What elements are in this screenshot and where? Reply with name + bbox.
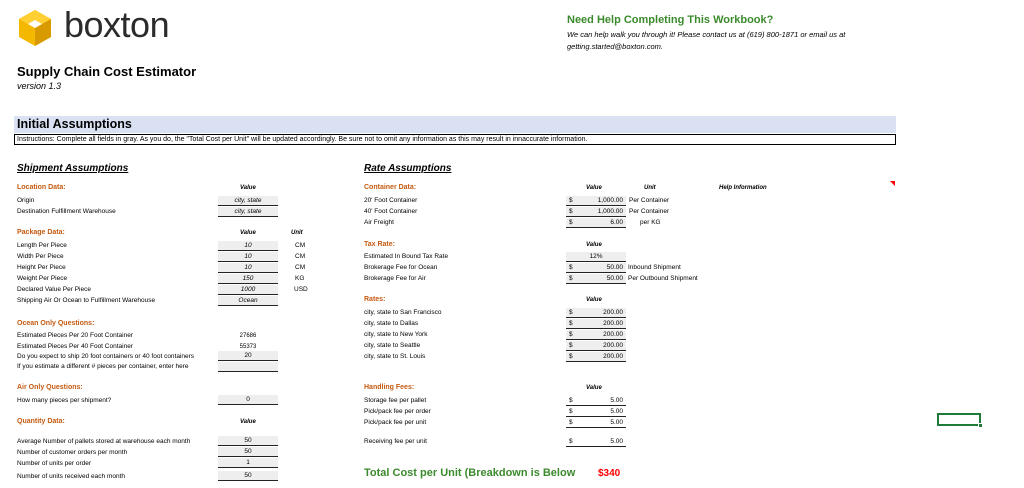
- units-received-input[interactable]: 50: [218, 471, 278, 481]
- height-unit: CM: [295, 264, 306, 271]
- rate-dallas-input[interactable]: $ 200.00: [566, 319, 626, 329]
- value-header: Value: [586, 242, 602, 248]
- length-label: Length Per Piece: [17, 242, 67, 249]
- weight-input[interactable]: 150: [218, 274, 278, 284]
- units-per-order-label: Number of units per order: [17, 460, 92, 467]
- comment-indicator-icon[interactable]: [890, 181, 895, 186]
- handling-fees-label: Handling Fees:: [364, 384, 415, 391]
- storage-fee-input[interactable]: $ 5.00: [566, 396, 626, 406]
- units-per-order-input[interactable]: 1: [218, 458, 278, 468]
- rate-ny-label: city, state to New York: [364, 331, 428, 338]
- rate-seattle-label: city, state to Seattle: [364, 342, 421, 349]
- brokerage-air-input[interactable]: $ 50.00: [566, 274, 626, 284]
- weight-unit: KG: [295, 275, 305, 282]
- help-title: Need Help Completing This Workbook?: [567, 14, 774, 26]
- pieces-40ft-label: Estimated Pieces Per 40 Foot Container: [17, 343, 133, 350]
- inbound-tax-label: Estimated In Bound Tax Rate: [364, 253, 449, 260]
- height-input[interactable]: 10: [218, 263, 278, 273]
- destination-warehouse-label: Destination Fulfillment Warehouse: [17, 208, 116, 215]
- 40ft-container-label: 40' Foot Container: [364, 208, 418, 215]
- value-header: Value: [586, 385, 602, 391]
- page-title: Supply Chain Cost Estimator: [17, 64, 197, 79]
- location-data-label: Location Data:: [17, 184, 66, 191]
- banner-title: Initial Assumptions: [17, 117, 132, 131]
- custom-pieces-input[interactable]: [218, 362, 278, 372]
- storage-fee-label: Storage fee per pallet: [364, 397, 427, 404]
- shipping-mode-label: Shipping Air Or Ocean to Fulfillment Warehouse: [17, 297, 156, 304]
- rate-dallas-label: city, state to Dallas: [364, 320, 419, 327]
- rate-sf-input[interactable]: $ 200.00: [566, 308, 626, 318]
- rate-stlouis-input[interactable]: $ 200.00: [566, 352, 626, 362]
- units-received-label: Number of units received each month: [17, 473, 126, 480]
- air-freight-label: Air Freight: [364, 219, 394, 226]
- package-data-label: Package Data:: [17, 229, 65, 236]
- pieces-40ft-value: 55373: [239, 344, 257, 350]
- air-pieces-input[interactable]: 0: [218, 395, 278, 405]
- rate-ny-input[interactable]: $ 200.00: [566, 330, 626, 340]
- air-pieces-label: How many pieces per shipment?: [17, 397, 112, 404]
- air-questions-label: Air Only Questions:: [17, 384, 83, 391]
- total-cost-value: $340: [598, 468, 621, 479]
- rates-label: Rates:: [364, 296, 386, 303]
- instructions-text: Instructions: Complete all fields in gray. As you do, the "Total Cost per Unit" will be updated accordingly. Be sure not to omit any information as this may result in innaccurate information.: [14, 134, 896, 145]
- brokerage-air-label: Brokerage Fee for Air: [364, 275, 426, 282]
- rate-sf-label: city, state to San Francisco: [364, 309, 442, 316]
- weight-label: Weight Per Piece: [17, 275, 68, 282]
- air-freight-unit: per KG: [640, 219, 661, 226]
- help-line-1: We can help walk you through it! Please contact us at (619) 800-1871 or email us at: [567, 30, 846, 39]
- height-label: Height Per Piece: [17, 264, 66, 271]
- help-information-header: Help Information: [719, 185, 767, 191]
- length-input[interactable]: 10: [218, 241, 278, 251]
- length-unit: CM: [295, 242, 306, 249]
- brokerage-ocean-label: Brokerage Fee for Ocean: [364, 264, 438, 271]
- orders-label: Number of customer orders per month: [17, 449, 128, 456]
- orders-input[interactable]: 50: [218, 447, 278, 457]
- pickpack-order-input[interactable]: $ 5.00: [566, 407, 626, 417]
- rate-seattle-input[interactable]: $ 200.00: [566, 341, 626, 351]
- origin-input[interactable]: city, state: [218, 196, 278, 206]
- version-label: version 1.3: [17, 81, 62, 91]
- value-header: Value: [240, 185, 256, 191]
- help-line-2[interactable]: getting.started@boxton.com.: [567, 42, 663, 51]
- value-header: Value: [240, 419, 256, 425]
- pickpack-unit-input[interactable]: $ 5.00: [566, 418, 626, 428]
- brokerage-ocean-input[interactable]: $ 50.00: [566, 263, 626, 273]
- ocean-questions-label: Ocean Only Questions:: [17, 320, 95, 327]
- brand-name: boxton: [64, 4, 170, 45]
- receiving-fee-input[interactable]: $ 5.00: [566, 437, 626, 447]
- container-choice-input[interactable]: 20: [218, 351, 278, 361]
- brokerage-air-unit: Per Outbound Shipment: [628, 275, 698, 282]
- pieces-20ft-label: Estimated Pieces Per 20 Foot Container: [17, 332, 133, 339]
- tax-rate-label: Tax Rate:: [364, 241, 395, 248]
- inbound-tax-input[interactable]: 12%: [566, 252, 626, 262]
- total-cost-label: Total Cost per Unit (Breakdown is Below: [364, 467, 576, 479]
- value-header: Value: [240, 230, 256, 236]
- pallets-label: Average Number of pallets stored at warehouse each month: [17, 438, 191, 445]
- receiving-fee-label: Receiving fee per unit: [364, 438, 427, 445]
- rate-assumptions-title: Rate Assumptions: [364, 163, 452, 174]
- container-choice-label: Do you expect to ship 20 foot containers or 40 foot containers: [17, 353, 195, 360]
- custom-pieces-label: If you estimate a different # pieces per container, enter here: [17, 363, 189, 370]
- 20ft-container-input[interactable]: $ 1,000.00: [566, 196, 626, 206]
- air-freight-input[interactable]: $ 6.00: [566, 218, 626, 228]
- value-header: Value: [586, 297, 602, 303]
- pickpack-order-label: Pick/pack fee per order: [364, 408, 431, 415]
- destination-warehouse-input[interactable]: city, state: [218, 207, 278, 217]
- pieces-20ft-value: 27686: [239, 333, 257, 339]
- section-banner: [14, 116, 896, 133]
- rate-stlouis-label: city, state to St. Louis: [364, 353, 426, 360]
- brokerage-ocean-unit: Inbound Shipment: [628, 264, 681, 271]
- width-input[interactable]: 10: [218, 252, 278, 262]
- 20ft-container-unit: Per Container: [629, 197, 670, 204]
- width-label: Width Per Piece: [17, 253, 64, 260]
- 20ft-container-label: 20' Foot Container: [364, 197, 418, 204]
- 40ft-container-unit: Per Container: [629, 208, 670, 215]
- 40ft-container-input[interactable]: $ 1,000.00: [566, 207, 626, 217]
- pickpack-unit-label: Pick/pack fee per unit: [364, 419, 427, 426]
- value-header: Value: [586, 185, 602, 191]
- selected-cell[interactable]: [937, 413, 981, 426]
- unit-header: Unit: [644, 185, 656, 191]
- boxton-logo-icon: [15, 8, 55, 48]
- fill-handle[interactable]: [978, 423, 983, 428]
- unit-header: Unit: [291, 230, 303, 236]
- declared-value-unit: USD: [294, 286, 308, 293]
- origin-label: Origin: [17, 197, 35, 204]
- declared-value-input[interactable]: 1000: [218, 285, 278, 295]
- container-data-label: Container Data:: [364, 184, 417, 191]
- declared-value-label: Declared Value Per Piece: [17, 286, 91, 293]
- shipping-mode-input[interactable]: Ocean: [218, 296, 278, 306]
- shipment-assumptions-title: Shipment Assumptions: [17, 163, 129, 174]
- quantity-data-label: Quantity Data:: [17, 418, 65, 425]
- width-unit: CM: [295, 253, 306, 260]
- pallets-input[interactable]: 50: [218, 436, 278, 446]
